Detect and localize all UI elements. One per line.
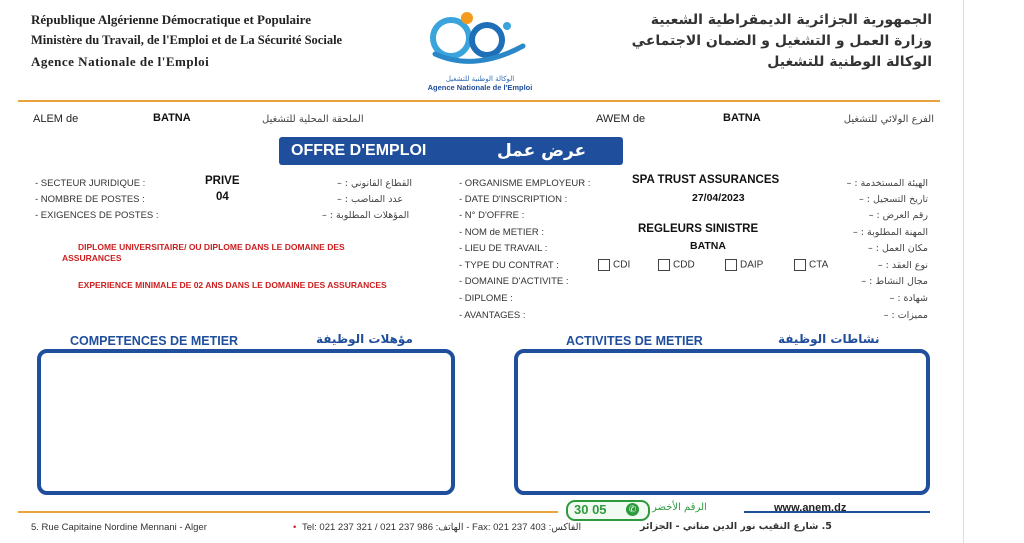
date-label: - DATE D'INSCRIPTION : [459,194,568,205]
alem-value: BATNA [153,112,191,124]
activites-box[interactable] [514,349,930,495]
contrat-cdi-label: CDI [613,259,631,271]
competences-title: COMPETENCES DE METIER [70,334,239,348]
contrat-cdd-label: CDD [673,259,695,271]
activites-title-ar: نشاطات الوظيفة [778,332,880,346]
contrat-label: - TYPE DU CONTRAT : [459,260,559,271]
domaine-label: - DOMAINE D'ACTIVITE : [459,276,569,287]
awem-label: AWEM de [596,113,646,125]
contrat-cdd[interactable] [658,259,695,271]
footer-address-fr: 5. Rue Capitaine Nordine Mennani - Alger [31,522,207,533]
date-ar: تاريخ التسجيل : – [859,194,928,205]
contrat-cdi[interactable] [598,259,630,271]
header-fr-line1: République Algérienne Démocratique et Populaire [31,12,311,27]
secteur-label: - SECTEUR JURIDIQUE : [35,178,146,189]
offre-banner [279,137,623,165]
requirement-2: EXPERIENCE MINIMALE DE 02 ANS DANS LE DOMAINE DES ASSURANCES [78,280,387,290]
green-number: 30 05 [574,502,607,517]
organisme-value: SPA TRUST ASSURANCES [632,174,780,186]
checkbox-daip[interactable] [725,259,737,271]
secteur-value: PRIVE [205,175,240,187]
postes-label: - NOMBRE DE POSTES : [35,194,145,205]
contrat-cta[interactable] [794,259,828,271]
header-divider [18,100,940,102]
exigences-label: - EXIGENCES DE POSTES : [35,210,159,221]
checkbox-cdd[interactable] [658,259,670,271]
activites-title: ACTIVITES DE METIER [566,334,703,348]
date-value: 27/04/2023 [692,192,745,204]
header-ar-line1: الجمهورية الجزائرية الديمقراطية الشعبية [650,12,932,28]
exigences-ar: المؤهلات المطلوبة : – [322,210,410,221]
footer-contacts: Tel: 021 237 321 / 021 237 986 :الهاتف - Fax: 021 237 403 :الفاكس [302,522,582,533]
green-number-badge [566,500,650,521]
competences-title-ar: مؤهلات الوظيفة [316,332,413,346]
green-label-ar: الرقم الأخضر [652,502,707,513]
organisme-label: - ORGANISME EMPLOYEUR : [459,178,591,189]
header-fr-line2: Ministère du Travail, de l'Emploi et de La Sécurité Sociale [31,33,343,47]
diplome-label: - DIPLOME : [459,293,513,304]
header-ar-line2: وزارة العمل و التشغيل و الضمان الاجتماعي [631,33,932,49]
lieu-value: BATNA [690,240,726,252]
contrat-cta-label: CTA [809,259,829,271]
anem-logo [415,6,545,96]
alem-label: ALEM de [33,113,79,125]
metier-ar: المهنة المطلوبة : – [853,227,928,238]
header-ar-line3: الوكالة الوطنية للتشغيل [767,54,932,70]
offre-ar: رقم العرض : – [868,210,928,221]
postes-ar: عدد المناصب : – [337,194,404,205]
logo-fr-text: Agence Nationale de l'Emploi [427,83,533,92]
page-edge [963,0,964,543]
header-fr-line3: Agence Nationale de l'Emploi [31,54,210,69]
phone-icon: ✆ [626,503,639,516]
postes-value: 04 [216,191,229,203]
secteur-ar: القطاع القانوني : – [337,178,413,189]
domaine-ar: مجال النشاط : – [861,276,928,287]
alem-ar: الملحقة المحلية للتشغيل [262,114,364,125]
lieu-ar: مكان العمل : – [867,243,928,254]
awem-ar: الفرع الولائي للتشغيل [843,114,934,125]
logo-ar-text: الوكالة الوطنية للتشغيل [445,75,515,83]
lieu-label: - LIEU DE TRAVAIL : [459,243,548,254]
footer-divider-left [18,511,558,513]
contrat-ar: نوع العقد : – [877,260,928,271]
avantages-ar: مميزات : – [883,310,928,321]
contrat-daip-label: DAIP [740,259,764,271]
banner-ar: عرض عمل [497,141,587,161]
footer-separator: • [293,522,297,533]
metier-value: REGLEURS SINISTRE [638,223,759,235]
awem-value: BATNA [723,112,761,124]
metier-label: - NOM de METIER : [459,227,544,238]
organisme-ar: الهيئة المستخدمة : – [846,178,928,189]
website-link[interactable]: www.anem.dz [774,502,847,514]
competences-box[interactable] [37,349,455,495]
diplome-ar: شهادة : – [889,293,928,304]
avantages-label: - AVANTAGES : [459,310,526,321]
offre-label: - N° D'OFFRE : [459,210,525,221]
contrat-daip[interactable] [725,259,763,271]
checkbox-cta[interactable] [794,259,806,271]
footer-address-ar: 5. شارع النقيب نور الدين مناني - الجزائر [640,521,832,532]
banner-fr: OFFRE D'EMPLOI [291,142,427,159]
checkbox-cdi[interactable] [598,259,610,271]
requirement-1: DIPLOME UNIVERSITAIRE/ OU DIPLOME DANS LE DOMAINE DES ASSURANCES [62,242,345,263]
anem-logo-icon [415,6,545,68]
